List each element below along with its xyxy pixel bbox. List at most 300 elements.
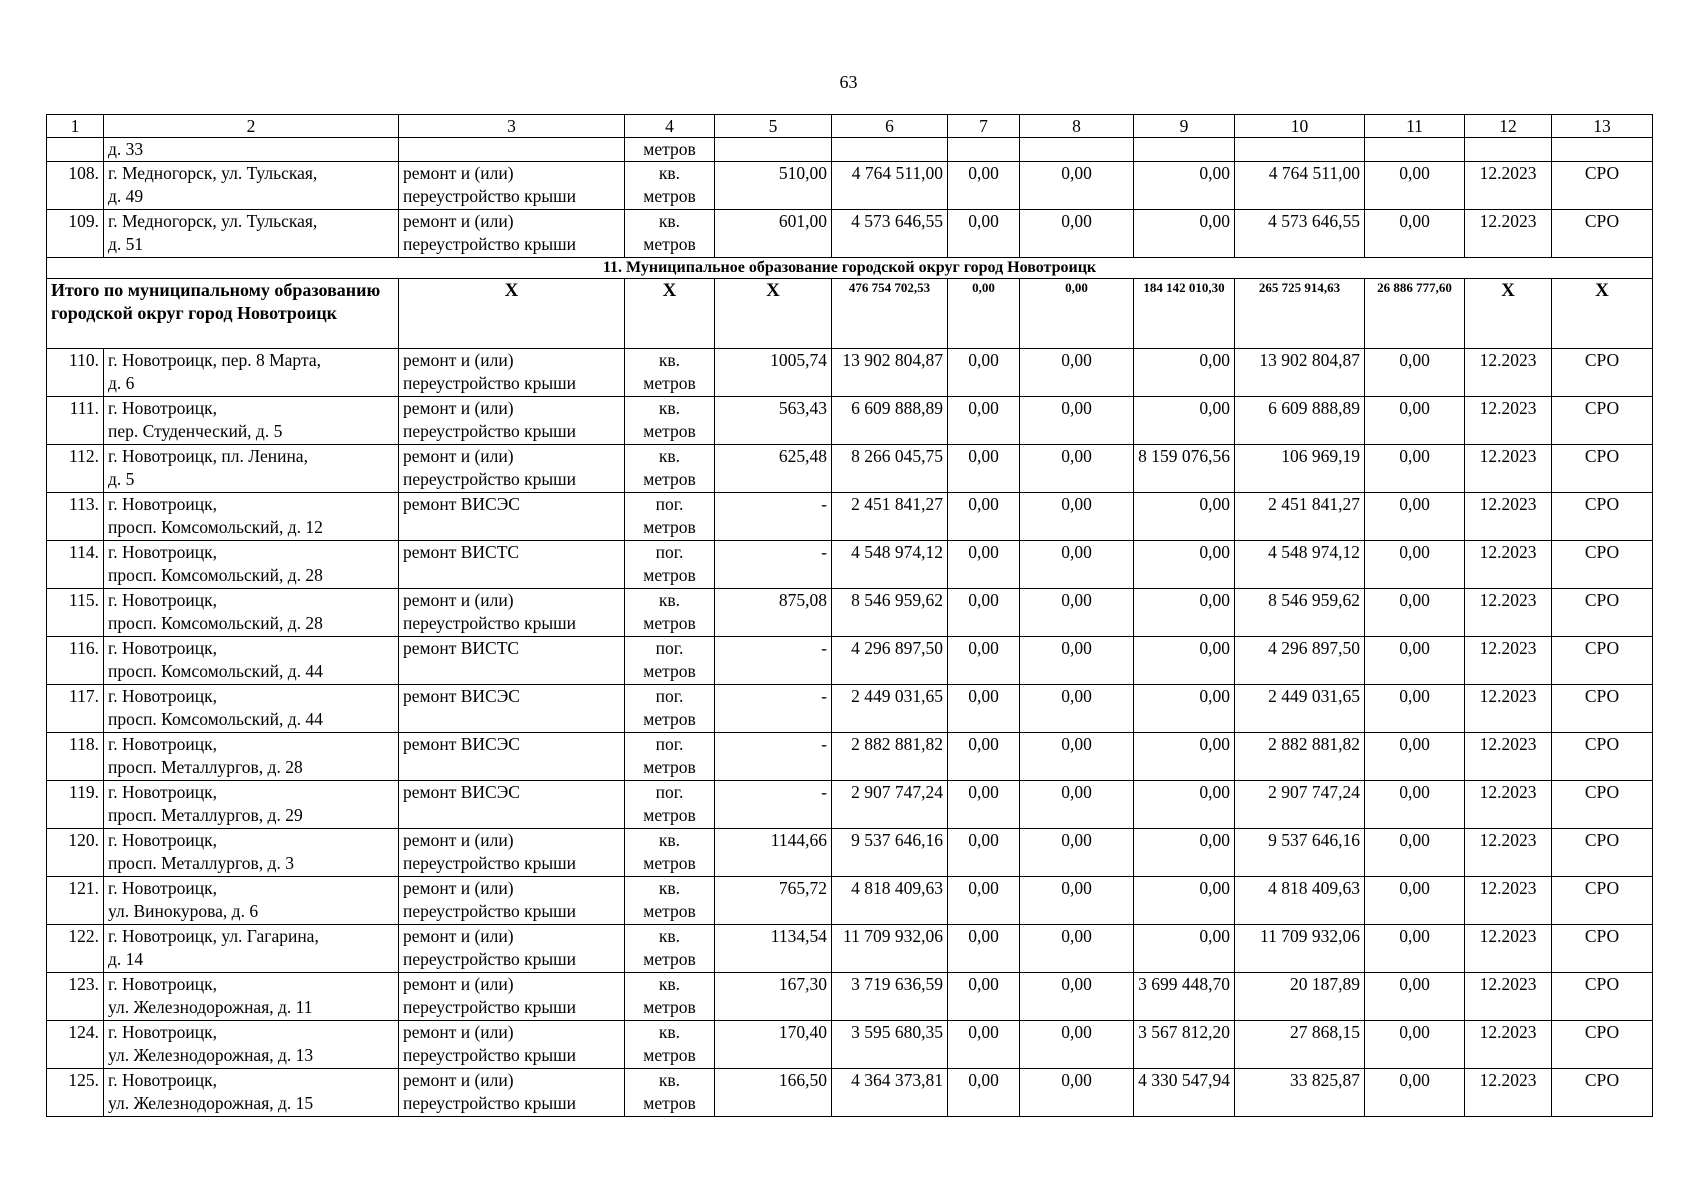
address-cell [104, 1021, 399, 1069]
fund-cell: 4 330 547,94 [1134, 1069, 1235, 1117]
fund-cell: 0,00 [948, 445, 1020, 493]
work-type-line: переустройство крыши [403, 186, 576, 206]
date-cell: 12.2023 [1465, 781, 1552, 829]
table-row [47, 973, 1653, 1021]
table-row [47, 162, 1653, 210]
fund-cell: 0,00 [948, 493, 1020, 541]
date-cell: 12.2023 [1465, 733, 1552, 781]
fund-cell: 0,00 [1134, 925, 1235, 973]
date-cell: 12.2023 [1465, 973, 1552, 1021]
method-cell: СРО [1552, 589, 1653, 637]
work-type-line: переустройство крыши [403, 373, 576, 393]
method-cell: СРО [1552, 1021, 1653, 1069]
address-line: просп. Комсомольский, д. 28 [108, 613, 323, 633]
work-type-cell [399, 637, 625, 685]
fund-cell: 0,00 [1134, 349, 1235, 397]
fund-cell: 0,00 [948, 162, 1020, 210]
fund-cell: 0,00 [1134, 733, 1235, 781]
unit-line: кв. [658, 163, 681, 183]
method-cell: СРО [1552, 829, 1653, 877]
date-cell: 12.2023 [1465, 925, 1552, 973]
area-cell: 1005,74 [715, 349, 832, 397]
column-number: 5 [715, 115, 832, 138]
address-line: г. Медногорск, ул. Тульская, [108, 163, 318, 183]
method-cell: СРО [1552, 493, 1653, 541]
fund-cell: 9 537 646,16 [1235, 829, 1365, 877]
fund-cell: 0,00 [1134, 877, 1235, 925]
cost-cell: 3 719 636,59 [832, 973, 948, 1021]
unit-line: кв. [658, 926, 681, 946]
address-cell [104, 637, 399, 685]
fund-cell: 0,00 [1020, 493, 1134, 541]
method-cell: СРО [1552, 162, 1653, 210]
unit-cell [625, 877, 715, 925]
cost-cell: 4 764 511,00 [832, 162, 948, 210]
cost-cell: 2 907 747,24 [832, 781, 948, 829]
date-cell: 12.2023 [1465, 445, 1552, 493]
fund-cell: 0,00 [1365, 397, 1465, 445]
unit-line: пог. [655, 638, 684, 658]
work-type-cell [399, 349, 625, 397]
date-cell: 12.2023 [1465, 541, 1552, 589]
cost-cell: 2 449 031,65 [832, 685, 948, 733]
unit-line: метров [643, 469, 696, 489]
unit-line: метров [643, 613, 696, 633]
address-line: г. Новотроицк, [108, 686, 217, 706]
total-value: 0,00 [1020, 279, 1134, 349]
total-label: Итого по муниципальному образованию городской округ город Новотроицк [47, 279, 399, 349]
area-cell: - [715, 685, 832, 733]
cost-cell: 4 548 974,12 [832, 541, 948, 589]
unit-line: метров [643, 234, 696, 254]
work-type-line: ремонт ВИСЭС [403, 686, 520, 706]
row-number: 116. [47, 637, 104, 685]
total-value: 476 754 702,53 [832, 279, 948, 349]
fund-cell: 0,00 [1020, 445, 1134, 493]
fund-cell: 0,00 [1020, 829, 1134, 877]
cost-cell: 4 573 646,55 [832, 210, 948, 258]
fund-cell: 0,00 [948, 349, 1020, 397]
table-row [47, 733, 1653, 781]
table-row [47, 637, 1653, 685]
address-line: пер. Студенческий, д. 5 [108, 421, 283, 441]
total-value: Х [1465, 279, 1552, 349]
address-line: г. Новотроицк, [108, 878, 217, 898]
address-line: г. Новотроицк, [108, 398, 217, 418]
fund-cell: 0,00 [1365, 541, 1465, 589]
table-row [47, 349, 1653, 397]
fund-cell: 11 709 932,06 [1235, 925, 1365, 973]
fund-cell: 27 868,15 [1235, 1021, 1365, 1069]
fund-cell: 0,00 [1365, 1021, 1465, 1069]
fund-cell: 0,00 [1020, 210, 1134, 258]
fund-cell: 4 764 511,00 [1235, 162, 1365, 210]
date-cell: 12.2023 [1465, 1069, 1552, 1117]
fund-cell: 6 609 888,89 [1235, 397, 1365, 445]
register-table [46, 114, 1653, 1117]
column-number-row [47, 115, 1653, 138]
table-row [47, 210, 1653, 258]
unit-line: метров [643, 1093, 696, 1113]
work-type-cell [399, 397, 625, 445]
address-cell [104, 733, 399, 781]
work-type-cell [399, 445, 625, 493]
fund-cell: 0,00 [1365, 637, 1465, 685]
unit-line: кв. [658, 878, 681, 898]
address-line: г. Новотроицк, пл. Ленина, [108, 446, 308, 466]
area-cell: 1134,54 [715, 925, 832, 973]
address-cell [104, 493, 399, 541]
fund-cell: 4 548 974,12 [1235, 541, 1365, 589]
work-type-cell [399, 1069, 625, 1117]
unit-cell [625, 733, 715, 781]
fund-cell: 0,00 [1365, 445, 1465, 493]
method-cell: СРО [1552, 349, 1653, 397]
row-number: 119. [47, 781, 104, 829]
unit-line: метров [643, 421, 696, 441]
fund-cell: 0,00 [948, 685, 1020, 733]
column-number: 9 [1134, 115, 1235, 138]
method-cell: СРО [1552, 973, 1653, 1021]
cost-cell: 3 595 680,35 [832, 1021, 948, 1069]
work-type-line: ремонт и (или) [403, 1070, 514, 1090]
fund-cell: 20 187,89 [1235, 973, 1365, 1021]
row-number: 120. [47, 829, 104, 877]
work-type-line: ремонт и (или) [403, 1022, 514, 1042]
fund-cell: 0,00 [948, 589, 1020, 637]
unit-cell [625, 493, 715, 541]
address-line: г. Новотроицк, [108, 782, 217, 802]
cost-cell: 4 296 897,50 [832, 637, 948, 685]
row-number: 108. [47, 162, 104, 210]
column-number: 11 [1365, 115, 1465, 138]
fund-cell: 0,00 [1134, 397, 1235, 445]
address-line: просп. Комсомольский, д. 28 [108, 565, 323, 585]
fund-cell: 0,00 [1134, 210, 1235, 258]
table-row [47, 685, 1653, 733]
work-type-line: ремонт ВИСТС [403, 638, 520, 658]
work-type-line: переустройство крыши [403, 469, 576, 489]
fund-cell: 4 818 409,63 [1235, 877, 1365, 925]
row-number: 123. [47, 973, 104, 1021]
work-type-line: ремонт и (или) [403, 926, 514, 946]
method-cell: СРО [1552, 733, 1653, 781]
fund-cell: 2 882 881,82 [1235, 733, 1365, 781]
fund-cell: 0,00 [948, 877, 1020, 925]
fund-cell: 13 902 804,87 [1235, 349, 1365, 397]
unit-cell [625, 1069, 715, 1117]
method-cell: СРО [1552, 925, 1653, 973]
section-heading-row [47, 258, 1653, 279]
cell-empty [715, 138, 832, 162]
address-line: просп. Комсомольский, д. 44 [108, 661, 323, 681]
fund-cell: 0,00 [1020, 877, 1134, 925]
address-line: г. Новотроицк, [108, 542, 217, 562]
unit-line: кв. [658, 398, 681, 418]
fund-cell: 4 296 897,50 [1235, 637, 1365, 685]
fund-cell: 0,00 [1365, 162, 1465, 210]
fund-cell: 0,00 [1365, 781, 1465, 829]
address-cell [104, 877, 399, 925]
cell-empty [399, 138, 625, 162]
address-line: просп. Металлургов, д. 3 [108, 853, 294, 873]
row-number: 110. [47, 349, 104, 397]
work-type-cell [399, 589, 625, 637]
fund-cell: 0,00 [1134, 589, 1235, 637]
fund-cell: 0,00 [1134, 685, 1235, 733]
fund-cell: 0,00 [1365, 925, 1465, 973]
unit-cell [625, 589, 715, 637]
address-cell [104, 589, 399, 637]
address-cell [104, 829, 399, 877]
total-value: 265 725 914,63 [1235, 279, 1365, 349]
fund-cell: 8 546 959,62 [1235, 589, 1365, 637]
fund-cell: 0,00 [948, 733, 1020, 781]
fund-cell: 0,00 [1134, 637, 1235, 685]
work-type-line: ремонт и (или) [403, 590, 514, 610]
fund-cell: 0,00 [948, 781, 1020, 829]
date-cell: 12.2023 [1465, 589, 1552, 637]
fund-cell: 0,00 [1020, 349, 1134, 397]
date-cell: 12.2023 [1465, 210, 1552, 258]
unit-line: метров [643, 1045, 696, 1065]
work-type-line: переустройство крыши [403, 949, 576, 969]
unit-line: метров [643, 805, 696, 825]
unit-line: метров [643, 757, 696, 777]
unit-line: метров [643, 853, 696, 873]
cell-empty [1552, 138, 1653, 162]
work-type-line: ремонт и (или) [403, 350, 514, 370]
work-type-cell [399, 493, 625, 541]
total-value: Х [625, 279, 715, 349]
cost-cell: 2 451 841,27 [832, 493, 948, 541]
date-cell: 12.2023 [1465, 493, 1552, 541]
unit-cell [625, 1021, 715, 1069]
unit-cell [625, 397, 715, 445]
row-number: 113. [47, 493, 104, 541]
date-cell: 12.2023 [1465, 349, 1552, 397]
table-row [47, 829, 1653, 877]
column-number: 13 [1552, 115, 1653, 138]
work-type-line: переустройство крыши [403, 1045, 576, 1065]
unit-cell [625, 162, 715, 210]
address-cell [104, 397, 399, 445]
work-type-cell [399, 685, 625, 733]
cell-empty [1020, 138, 1134, 162]
address-line: просп. Металлургов, д. 28 [108, 757, 303, 777]
unit-cell [625, 973, 715, 1021]
unit-line: кв. [658, 446, 681, 466]
unit-line: кв. [658, 1070, 681, 1090]
fund-cell: 0,00 [1365, 829, 1465, 877]
address-line: г. Новотроицк, [108, 494, 217, 514]
area-cell: 170,40 [715, 1021, 832, 1069]
address-line: г. Новотроицк, [108, 734, 217, 754]
address-line: просп. Металлургов, д. 29 [108, 805, 303, 825]
row-number: 122. [47, 925, 104, 973]
address-line: г. Новотроицк, [108, 830, 217, 850]
fund-cell: 3 699 448,70 [1134, 973, 1235, 1021]
work-type-line: ремонт ВИСЭС [403, 734, 520, 754]
address-line: г. Медногорск, ул. Тульская, [108, 211, 318, 231]
fund-cell: 0,00 [1134, 829, 1235, 877]
row-number: 117. [47, 685, 104, 733]
table-row [47, 1021, 1653, 1069]
cell-empty [948, 138, 1020, 162]
table-row [47, 1069, 1653, 1117]
column-number: 7 [948, 115, 1020, 138]
method-cell: СРО [1552, 781, 1653, 829]
fund-cell: 0,00 [1020, 397, 1134, 445]
address-cell [104, 925, 399, 973]
unit-line: метров [643, 709, 696, 729]
unit-line: метров [643, 517, 696, 537]
fund-cell: 0,00 [948, 829, 1020, 877]
fund-cell: 0,00 [1020, 1069, 1134, 1117]
fund-cell: 0,00 [948, 541, 1020, 589]
address-line: ул. Железнодорожная, д. 13 [108, 1045, 314, 1065]
fund-cell: 0,00 [1020, 637, 1134, 685]
unit-line: метров [643, 565, 696, 585]
unit-line: пог. [655, 734, 684, 754]
table-row [47, 877, 1653, 925]
area-cell: - [715, 781, 832, 829]
unit-line: пог. [655, 782, 684, 802]
fund-cell: 0,00 [1365, 1069, 1465, 1117]
method-cell: СРО [1552, 210, 1653, 258]
cell-empty [1134, 138, 1235, 162]
work-type-cell [399, 829, 625, 877]
method-cell: СРО [1552, 541, 1653, 589]
fund-cell: 2 449 031,65 [1235, 685, 1365, 733]
fund-cell: 0,00 [1365, 589, 1465, 637]
fund-cell: 0,00 [1020, 541, 1134, 589]
table-row [47, 541, 1653, 589]
cost-cell: 4 818 409,63 [832, 877, 948, 925]
unit-line: метров [643, 661, 696, 681]
date-cell: 12.2023 [1465, 162, 1552, 210]
fund-cell: 0,00 [948, 397, 1020, 445]
unit-line: кв. [658, 350, 681, 370]
method-cell: СРО [1552, 445, 1653, 493]
row-number: 109. [47, 210, 104, 258]
cost-cell: 4 364 373,81 [832, 1069, 948, 1117]
work-type-line: ремонт и (или) [403, 398, 514, 418]
fund-cell: 0,00 [1020, 685, 1134, 733]
work-type-line: переустройство крыши [403, 853, 576, 873]
area-cell: - [715, 541, 832, 589]
fund-cell: 0,00 [1020, 589, 1134, 637]
cell-empty [832, 138, 948, 162]
fund-cell: 0,00 [1020, 973, 1134, 1021]
page-number: 63 [839, 72, 858, 92]
fund-cell: 33 825,87 [1235, 1069, 1365, 1117]
work-type-line: переустройство крыши [403, 421, 576, 441]
method-cell: СРО [1552, 397, 1653, 445]
method-cell: СРО [1552, 1069, 1653, 1117]
work-type-cell [399, 162, 625, 210]
work-type-line: ремонт и (или) [403, 830, 514, 850]
unit-line: кв. [658, 590, 681, 610]
address-cell [104, 781, 399, 829]
unit-line: метров [643, 901, 696, 921]
address-line: г. Новотроицк, пер. 8 Марта, [108, 350, 321, 370]
work-type-line: ремонт ВИСЭС [403, 782, 520, 802]
address-line: г. Новотроицк, ул. Гагарина, [108, 926, 319, 946]
table-row [47, 589, 1653, 637]
method-cell: СРО [1552, 685, 1653, 733]
fund-cell: 106 969,19 [1235, 445, 1365, 493]
work-type-line: ремонт ВИСТС [403, 542, 520, 562]
area-cell: 625,48 [715, 445, 832, 493]
unit-cell [625, 781, 715, 829]
fund-cell: 0,00 [1365, 493, 1465, 541]
total-value: Х [399, 279, 625, 349]
address-line: д. 5 [108, 469, 135, 489]
unit-cell [625, 637, 715, 685]
fund-cell: 0,00 [948, 1021, 1020, 1069]
cell-empty [47, 138, 104, 162]
unit-line: метров [643, 997, 696, 1017]
work-type-line: переустройство крыши [403, 901, 576, 921]
fund-cell: 0,00 [948, 1069, 1020, 1117]
work-type-cell [399, 541, 625, 589]
work-type-line: переустройство крыши [403, 234, 576, 254]
fund-cell: 0,00 [1365, 685, 1465, 733]
address-cell [104, 685, 399, 733]
work-type-cell [399, 210, 625, 258]
work-type-line: ремонт и (или) [403, 163, 514, 183]
row-number: 124. [47, 1021, 104, 1069]
work-type-line: ремонт и (или) [403, 446, 514, 466]
cost-cell: 11 709 932,06 [832, 925, 948, 973]
fund-cell: 0,00 [948, 925, 1020, 973]
unit-line: кв. [658, 830, 681, 850]
column-number: 8 [1020, 115, 1134, 138]
address-line: д. 51 [108, 234, 144, 254]
address-line: г. Новотроицк, [108, 1022, 217, 1042]
work-type-line: ремонт и (или) [403, 974, 514, 994]
work-type-cell [399, 877, 625, 925]
unit-line: метров [643, 373, 696, 393]
column-number: 12 [1465, 115, 1552, 138]
fund-cell: 2 907 747,24 [1235, 781, 1365, 829]
unit-cell: метров [625, 138, 715, 162]
unit-cell [625, 445, 715, 493]
cost-cell: 6 609 888,89 [832, 397, 948, 445]
section-title: 11. Муниципальное образование городской округ город Новотроицк [47, 258, 1653, 279]
fund-cell: 0,00 [1365, 733, 1465, 781]
table-row [47, 397, 1653, 445]
column-number: 1 [47, 115, 104, 138]
area-cell: - [715, 733, 832, 781]
unit-line: кв. [658, 974, 681, 994]
address-line: ул. Железнодорожная, д. 15 [108, 1093, 314, 1113]
address-cell: д. 33 [104, 138, 399, 162]
unit-cell [625, 829, 715, 877]
method-cell: СРО [1552, 637, 1653, 685]
address-line: ул. Винокурова, д. 6 [108, 901, 259, 921]
area-cell: 1144,66 [715, 829, 832, 877]
unit-line: пог. [655, 494, 684, 514]
table-row [47, 493, 1653, 541]
area-cell: 167,30 [715, 973, 832, 1021]
row-number: 111. [47, 397, 104, 445]
address-line: просп. Комсомольский, д. 12 [108, 517, 323, 537]
address-cell [104, 445, 399, 493]
cell-empty [1465, 138, 1552, 162]
row-number: 112. [47, 445, 104, 493]
